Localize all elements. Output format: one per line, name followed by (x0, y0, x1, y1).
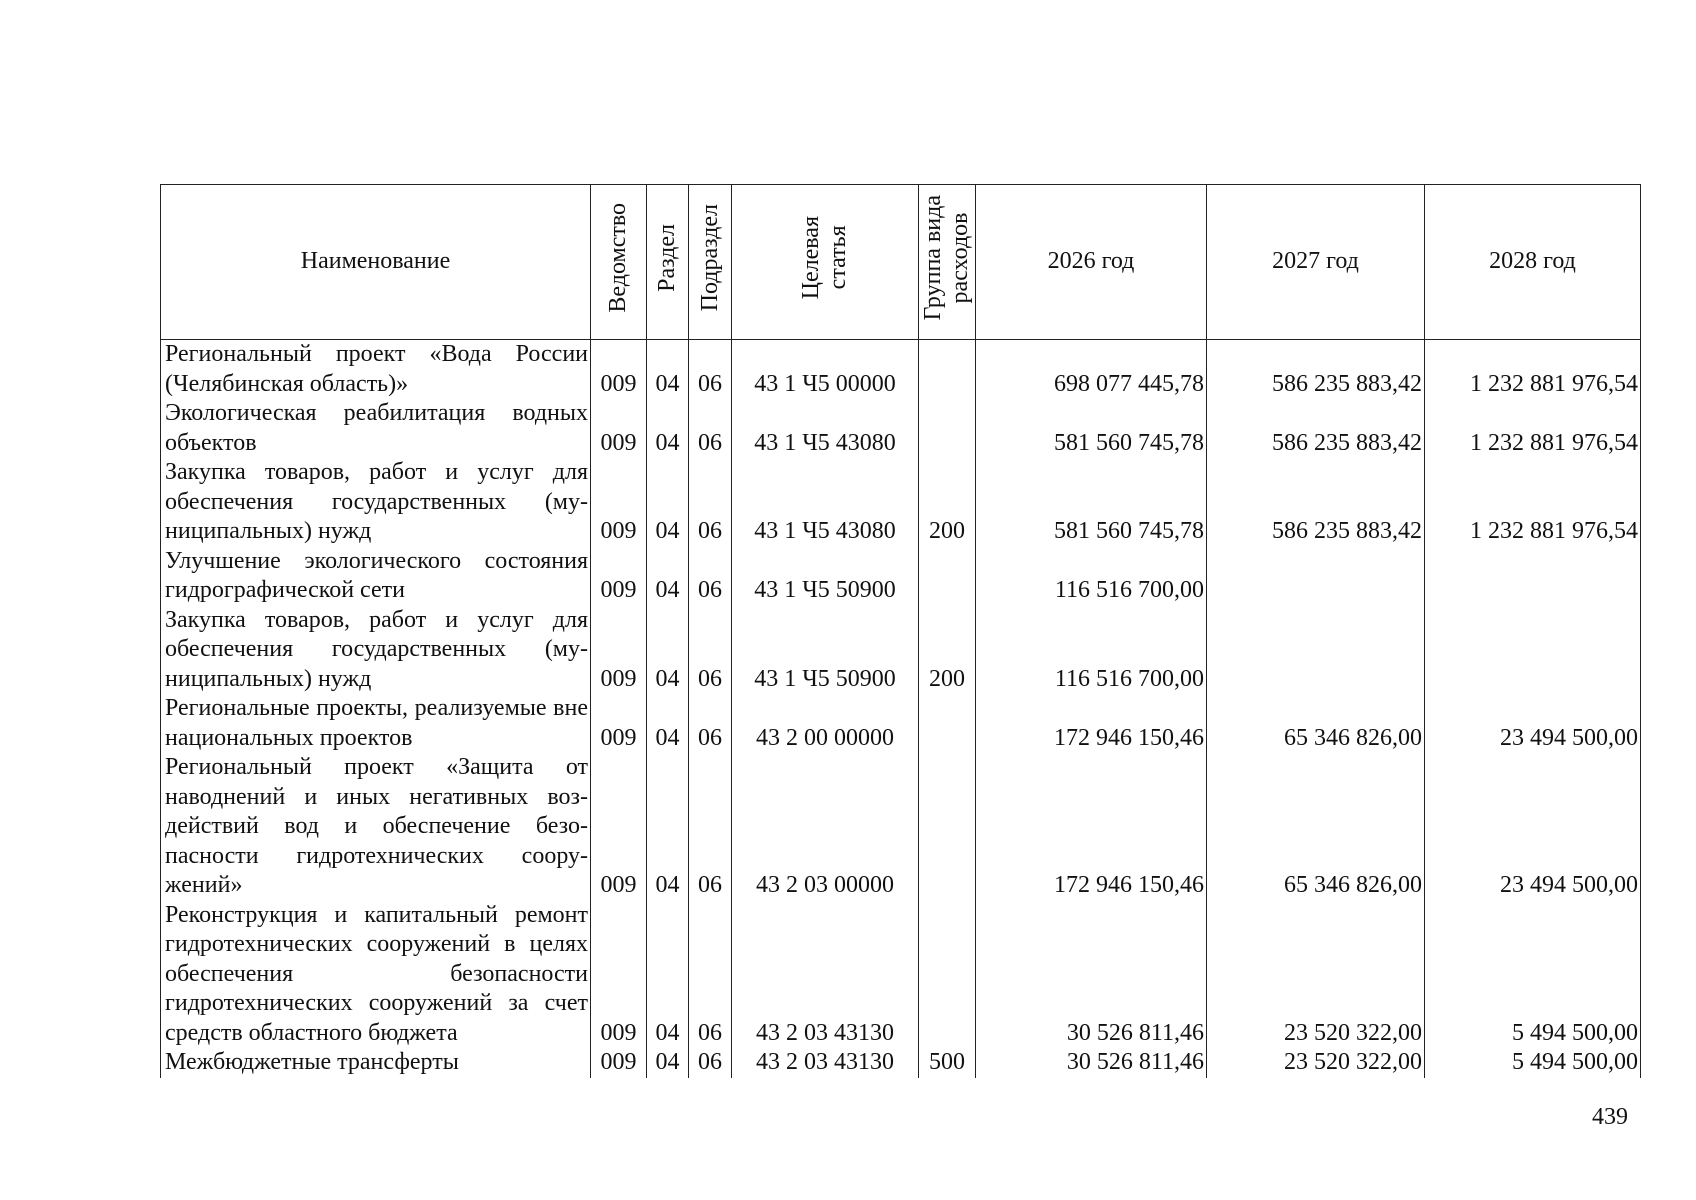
row-podrazdel: 06 (689, 458, 732, 547)
row-name: Экологическая реабилитация водных объектов (161, 399, 591, 458)
row-amount-2026: 172 946 150,46 (976, 694, 1207, 753)
row-razdel: 04 (647, 340, 689, 400)
row-podrazdel: 06 (689, 340, 732, 400)
row-gruppa: 200 (919, 606, 976, 695)
row-name: Региональный проект «Защита от наводнений и иных негативных воздействий вод и обеспечение безопасности гидротехнических сооружений» (161, 753, 591, 901)
row-name: Улучшение экологического состояния гидрографической сети (161, 547, 591, 606)
row-razdel: 04 (647, 458, 689, 547)
row-vedomstvo: 009 (591, 753, 647, 901)
table-row (161, 547, 1641, 606)
header-razdel: Раздел (647, 185, 689, 340)
row-vedomstvo: 009 (591, 606, 647, 695)
row-amount-2027: 65 346 826,00 (1207, 753, 1425, 901)
table-row (161, 340, 1641, 400)
row-gruppa: 500 (919, 1048, 976, 1078)
row-amount-2027: 23 520 322,00 (1207, 1048, 1425, 1078)
row-amount-2028: 5 494 500,00 (1425, 901, 1641, 1049)
row-vedomstvo: 009 (591, 547, 647, 606)
row-razdel: 04 (647, 694, 689, 753)
row-razdel: 04 (647, 547, 689, 606)
budget-table (160, 184, 1641, 1078)
row-celevaya-statya: 43 2 00 00000 (732, 694, 919, 753)
header-celevaya-statya: Целевая статья (732, 185, 919, 340)
row-amount-2026: 581 560 745,78 (976, 399, 1207, 458)
row-amount-2028 (1425, 547, 1641, 606)
row-gruppa (919, 399, 976, 458)
row-amount-2026: 30 526 811,46 (976, 1048, 1207, 1078)
header-name: Наименование (161, 185, 591, 340)
row-name: Межбюджетные трансферты (161, 1048, 591, 1078)
row-podrazdel: 06 (689, 901, 732, 1049)
row-amount-2027: 23 520 322,00 (1207, 901, 1425, 1049)
row-name: Закупка товаров, работ и услуг для обеспечения государственных (муниципальных) нужд (161, 606, 591, 695)
table-row (161, 901, 1641, 1049)
row-gruppa (919, 547, 976, 606)
row-celevaya-statya: 43 2 03 43130 (732, 901, 919, 1049)
row-amount-2027 (1207, 547, 1425, 606)
row-amount-2028: 23 494 500,00 (1425, 694, 1641, 753)
row-razdel: 04 (647, 606, 689, 695)
row-amount-2028 (1425, 606, 1641, 695)
row-razdel: 04 (647, 1048, 689, 1078)
row-vedomstvo: 009 (591, 1048, 647, 1078)
row-celevaya-statya: 43 1 Ч5 50900 (732, 547, 919, 606)
row-amount-2028: 23 494 500,00 (1425, 753, 1641, 901)
row-celevaya-statya: 43 2 03 00000 (732, 753, 919, 901)
header-vedomstvo: Ведомство (591, 185, 647, 340)
table-header-row (161, 185, 1641, 340)
row-amount-2028: 1 232 881 976,54 (1425, 340, 1641, 400)
table-row (161, 399, 1641, 458)
row-celevaya-statya: 43 1 Ч5 50900 (732, 606, 919, 695)
row-gruppa (919, 753, 976, 901)
row-razdel: 04 (647, 399, 689, 458)
row-razdel: 04 (647, 901, 689, 1049)
row-gruppa (919, 340, 976, 400)
row-name: Закупка товаров, работ и услуг для обеспечения государственных (муниципальных) нужд (161, 458, 591, 547)
row-amount-2026: 581 560 745,78 (976, 458, 1207, 547)
row-vedomstvo: 009 (591, 694, 647, 753)
table-row (161, 694, 1641, 753)
row-gruppa: 200 (919, 458, 976, 547)
table-row (161, 753, 1641, 901)
header-gruppa-vida-rashodov: Группа вида расходов (919, 185, 976, 340)
row-celevaya-statya: 43 1 Ч5 43080 (732, 458, 919, 547)
row-amount-2026: 698 077 445,78 (976, 340, 1207, 400)
header-year-2028: 2028 год (1425, 185, 1641, 340)
row-vedomstvo: 009 (591, 340, 647, 400)
row-vedomstvo: 009 (591, 901, 647, 1049)
row-celevaya-statya: 43 1 Ч5 00000 (732, 340, 919, 400)
row-podrazdel: 06 (689, 1048, 732, 1078)
header-podrazdel: Подраздел (689, 185, 732, 340)
row-amount-2028: 1 232 881 976,54 (1425, 458, 1641, 547)
row-amount-2027 (1207, 606, 1425, 695)
header-year-2027: 2027 год (1207, 185, 1425, 340)
row-podrazdel: 06 (689, 606, 732, 695)
row-amount-2028: 5 494 500,00 (1425, 1048, 1641, 1078)
table-body (161, 340, 1641, 1078)
row-celevaya-statya: 43 1 Ч5 43080 (732, 399, 919, 458)
row-amount-2027: 586 235 883,42 (1207, 458, 1425, 547)
table-row (161, 1048, 1641, 1078)
row-podrazdel: 06 (689, 694, 732, 753)
row-amount-2026: 116 516 700,00 (976, 547, 1207, 606)
row-gruppa (919, 901, 976, 1049)
budget-table-container (160, 184, 1640, 1078)
row-vedomstvo: 009 (591, 458, 647, 547)
row-gruppa (919, 694, 976, 753)
row-amount-2027: 586 235 883,42 (1207, 399, 1425, 458)
row-podrazdel: 06 (689, 753, 732, 901)
page-number: 439 (1592, 1104, 1628, 1130)
row-podrazdel: 06 (689, 547, 732, 606)
row-podrazdel: 06 (689, 399, 732, 458)
row-amount-2026: 30 526 811,46 (976, 901, 1207, 1049)
row-name: Региональные проекты, реализуемые вне национальных проектов (161, 694, 591, 753)
row-amount-2026: 172 946 150,46 (976, 753, 1207, 901)
row-amount-2026: 116 516 700,00 (976, 606, 1207, 695)
row-celevaya-statya: 43 2 03 43130 (732, 1048, 919, 1078)
row-vedomstvo: 009 (591, 399, 647, 458)
row-amount-2027: 65 346 826,00 (1207, 694, 1425, 753)
table-row (161, 606, 1641, 695)
row-amount-2027: 586 235 883,42 (1207, 340, 1425, 400)
row-razdel: 04 (647, 753, 689, 901)
row-amount-2028: 1 232 881 976,54 (1425, 399, 1641, 458)
header-year-2026: 2026 год (976, 185, 1207, 340)
table-row (161, 458, 1641, 547)
row-name: Региональный проект «Вода России (Челябинская область)» (161, 340, 591, 400)
row-name: Реконструкция и капитальный ремонт гидротехнических сооружений в целях обеспечения безопасности гидротехнических сооружений за счет средств областного бюджета (161, 901, 591, 1049)
